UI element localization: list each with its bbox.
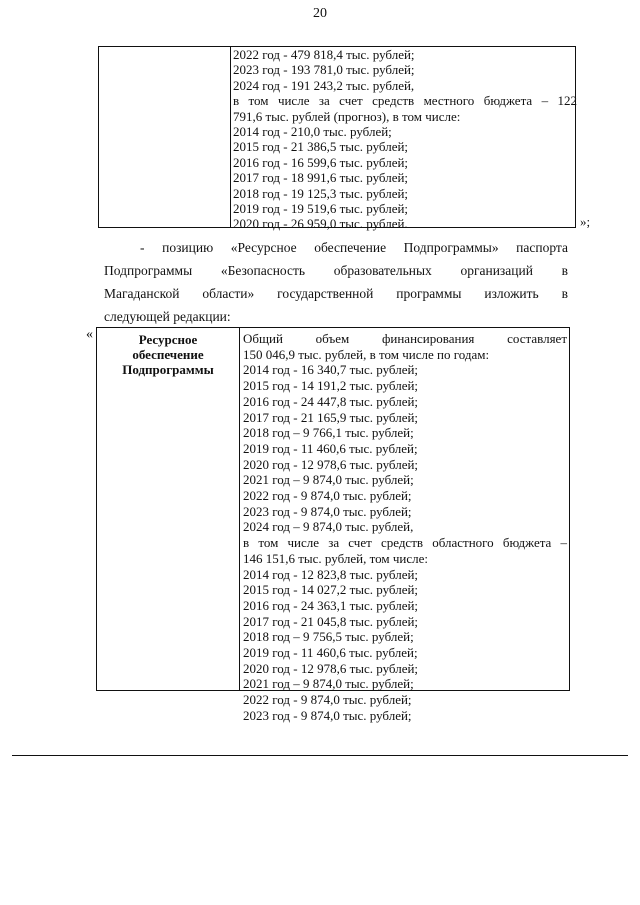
paragraph-line: следующей редакции: (104, 309, 231, 324)
funding-line: 791,6 тыс. рублей (прогноз), в том числе: (233, 108, 461, 124)
resource-line: 2017 год - 21 165,9 тыс. рублей; (243, 409, 419, 425)
resource-line: 2021 год – 9 874,0 тыс. рублей; (243, 676, 414, 692)
funding-line: 2016 год - 16 599,6 тыс. рублей; (233, 154, 409, 170)
heading-line: обеспечение (132, 347, 204, 362)
resource-line: 2017 год - 21 045,8 тыс. рублей; (243, 613, 419, 629)
resource-line: 2018 год – 9 756,5 тыс. рублей; (243, 629, 414, 645)
resource-line: 2022 год - 9 874,0 тыс. рублей; (243, 692, 412, 708)
funding-line: 2023 год - 193 781,0 тыс. рублей; (233, 62, 415, 78)
resource-line: 2015 год - 14 191,2 тыс. рублей; (243, 378, 419, 394)
resource-heading (97, 332, 239, 377)
funding-lines (233, 47, 577, 232)
paragraph-line: Подпрограммы «Безопасность образовательных организаций в (104, 263, 568, 278)
resource-line: Общий объем финансирования составляет (243, 331, 567, 346)
funding-line: 2018 год - 19 125,3 тыс. рублей; (233, 185, 409, 201)
heading-line: Ресурсное (138, 332, 198, 347)
funding-line: 2017 год - 18 991,6 тыс. рублей; (233, 170, 409, 186)
page-number: 20 (313, 6, 327, 21)
funding-line: 2019 год - 19 519,6 тыс. рублей; (233, 201, 409, 217)
resource-line: 2024 год – 9 874,0 тыс. рублей, (243, 519, 414, 535)
column-divider (230, 47, 231, 227)
resource-line: 2019 год - 11 460,6 тыс. рублей; (243, 645, 418, 661)
column-divider (239, 328, 240, 690)
paragraph-line: Магаданской области» государственной программы изложить в (104, 286, 568, 301)
resource-line: 2014 год - 16 340,7 тыс. рублей; (243, 362, 419, 378)
paragraph-line: - позицию «Ресурсное обеспечение Подпрограммы» паспорта (140, 240, 568, 255)
resource-line: 2016 год - 24 363,1 тыс. рублей; (243, 597, 419, 613)
resource-line: 2021 год – 9 874,0 тыс. рублей; (243, 472, 414, 488)
funding-line: 2015 год - 21 386,5 тыс. рублей; (233, 139, 409, 155)
resource-line: в том числе за счет средств областного бюджета – (243, 535, 567, 551)
resource-line: 2023 год - 9 874,0 тыс. рублей; (243, 707, 412, 723)
funding-line: 2020 год - 26 959,0 тыс. рублей. (233, 216, 408, 232)
funding-line: 2024 год - 191 243,2 тыс. рублей, (233, 77, 415, 93)
resource-lines (243, 331, 567, 724)
resource-line: 2022 год - 9 874,0 тыс. рублей; (243, 488, 412, 504)
funding-line: 2022 год - 479 818,4 тыс. рублей; (233, 47, 415, 62)
resource-line: 2014 год - 12 823,8 тыс. рублей; (243, 566, 419, 582)
resource-line: 2019 год - 11 460,6 тыс. рублей; (243, 440, 418, 456)
amendment-paragraph (104, 236, 568, 328)
funding-line: в том числе за счет средств местного бюджета – 122 (233, 93, 577, 109)
resource-line: 2020 год - 12 978,6 тыс. рублей; (243, 456, 419, 472)
resource-table (96, 327, 570, 723)
resource-line: 2016 год - 24 447,8 тыс. рублей; (243, 393, 419, 409)
heading-line: Подпрограммы (122, 362, 214, 377)
funding-line: 2014 год - 210,0 тыс. рублей; (233, 124, 392, 140)
closing-quote: »; (580, 214, 591, 229)
opening-quote: « (86, 327, 93, 342)
resource-line: 2015 год - 14 027,2 тыс. рублей; (243, 582, 419, 598)
footer-rule (12, 755, 628, 756)
resource-line: 146 151,6 тыс. рублей, том числе: (243, 550, 428, 566)
funding-table-continued (98, 46, 577, 232)
resource-line: 2018 год – 9 766,1 тыс. рублей; (243, 425, 414, 441)
resource-line: 2023 год - 9 874,0 тыс. рублей; (243, 503, 412, 519)
resource-line: 150 046,9 тыс. рублей, в том числе по годам: (243, 346, 490, 362)
resource-line: 2020 год - 12 978,6 тыс. рублей; (243, 660, 419, 676)
